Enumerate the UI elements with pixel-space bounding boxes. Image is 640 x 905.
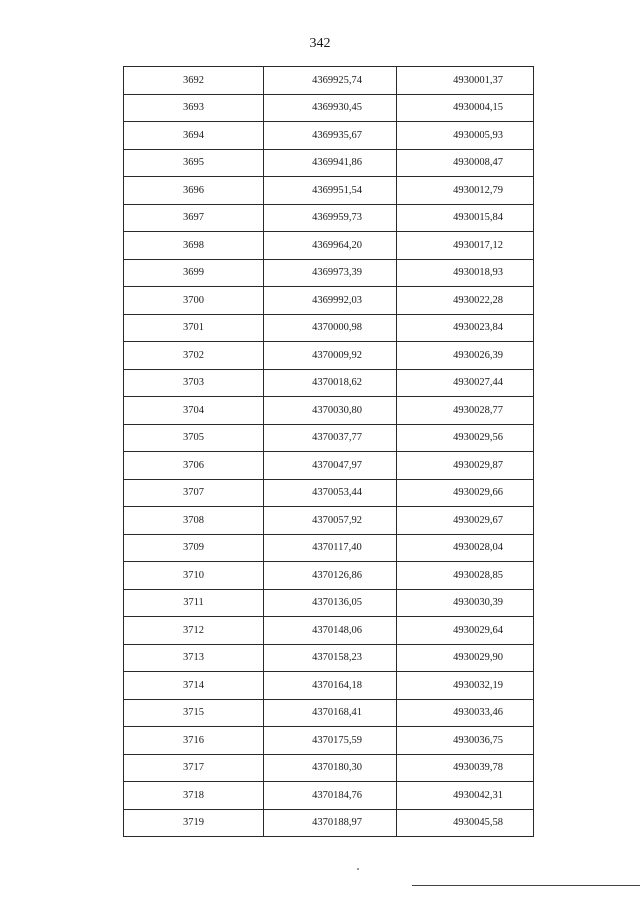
- coord-y-cell: 4370000,98: [264, 314, 397, 342]
- point-number-cell: 3710: [124, 562, 264, 590]
- coord-y-cell: 4370037,77: [264, 424, 397, 452]
- coord-y-cell: 4370168,41: [264, 699, 397, 727]
- table-row: [124, 67, 534, 95]
- table-row: [124, 782, 534, 810]
- coord-y-cell: 4369964,20: [264, 232, 397, 260]
- table-row: [124, 479, 534, 507]
- table-row: [124, 644, 534, 672]
- coord-x-cell: 4930001,37: [397, 67, 534, 95]
- coord-x-cell: 4930026,39: [397, 342, 534, 370]
- table-row: [124, 424, 534, 452]
- table-row: [124, 177, 534, 205]
- coord-y-cell: 4370136,05: [264, 589, 397, 617]
- coord-x-cell: 4930033,46: [397, 699, 534, 727]
- coord-x-cell: 4930015,84: [397, 204, 534, 232]
- point-number-cell: 3719: [124, 809, 264, 837]
- coord-x-cell: 4930042,31: [397, 782, 534, 810]
- table-row: [124, 369, 534, 397]
- table-row: [124, 809, 534, 837]
- coord-y-cell: 4370018,62: [264, 369, 397, 397]
- coord-y-cell: 4370047,97: [264, 452, 397, 480]
- table-row: [124, 204, 534, 232]
- point-number-cell: 3704: [124, 397, 264, 425]
- coord-y-cell: 4370009,92: [264, 342, 397, 370]
- coord-x-cell: 4930029,66: [397, 479, 534, 507]
- coord-x-cell: 4930029,56: [397, 424, 534, 452]
- point-number-cell: 3695: [124, 149, 264, 177]
- table-row: [124, 232, 534, 260]
- coord-x-cell: 4930023,84: [397, 314, 534, 342]
- table-row: [124, 259, 534, 287]
- table-row: [124, 754, 534, 782]
- coord-y-cell: 4370158,23: [264, 644, 397, 672]
- coord-x-cell: 4930036,75: [397, 727, 534, 755]
- coord-y-cell: 4370184,76: [264, 782, 397, 810]
- coord-y-cell: 4370164,18: [264, 672, 397, 700]
- table-row: [124, 342, 534, 370]
- point-number-cell: 3709: [124, 534, 264, 562]
- table-row: [124, 452, 534, 480]
- coord-y-cell: 4370175,59: [264, 727, 397, 755]
- coord-y-cell: 4369959,73: [264, 204, 397, 232]
- coord-x-cell: 4930029,64: [397, 617, 534, 645]
- point-number-cell: 3705: [124, 424, 264, 452]
- coord-x-cell: 4930012,79: [397, 177, 534, 205]
- coord-x-cell: 4930029,90: [397, 644, 534, 672]
- coord-y-cell: 4369951,54: [264, 177, 397, 205]
- coord-y-cell: 4370117,40: [264, 534, 397, 562]
- coord-y-cell: 4369930,45: [264, 94, 397, 122]
- coord-y-cell: 4369973,39: [264, 259, 397, 287]
- point-number-cell: 3698: [124, 232, 264, 260]
- table-row: [124, 122, 534, 150]
- point-number-cell: 3701: [124, 314, 264, 342]
- table-row: [124, 562, 534, 590]
- coord-x-cell: 4930028,04: [397, 534, 534, 562]
- table-row: [124, 617, 534, 645]
- table-row: [124, 314, 534, 342]
- coordinates-table: [123, 66, 534, 837]
- point-number-cell: 3697: [124, 204, 264, 232]
- coord-x-cell: 4930018,93: [397, 259, 534, 287]
- coord-y-cell: 4370148,06: [264, 617, 397, 645]
- coord-y-cell: 4370126,86: [264, 562, 397, 590]
- point-number-cell: 3693: [124, 94, 264, 122]
- coord-x-cell: 4930008,47: [397, 149, 534, 177]
- point-number-cell: 3702: [124, 342, 264, 370]
- coord-x-cell: 4930030,39: [397, 589, 534, 617]
- coord-x-cell: 4930032,19: [397, 672, 534, 700]
- coord-y-cell: 4370188,97: [264, 809, 397, 837]
- point-number-cell: 3692: [124, 67, 264, 95]
- page-number: 342: [309, 36, 331, 51]
- table-row: [124, 534, 534, 562]
- point-number-cell: 3703: [124, 369, 264, 397]
- point-number-cell: 3700: [124, 287, 264, 315]
- coord-x-cell: 4930028,77: [397, 397, 534, 425]
- coord-x-cell: 4930045,58: [397, 809, 534, 837]
- point-number-cell: 3712: [124, 617, 264, 645]
- scan-speck: [357, 868, 359, 870]
- table-row: [124, 397, 534, 425]
- coord-y-cell: 4370057,92: [264, 507, 397, 535]
- point-number-cell: 3715: [124, 699, 264, 727]
- point-number-cell: 3718: [124, 782, 264, 810]
- point-number-cell: 3717: [124, 754, 264, 782]
- coord-x-cell: 4930029,87: [397, 452, 534, 480]
- point-number-cell: 3708: [124, 507, 264, 535]
- coord-x-cell: 4930039,78: [397, 754, 534, 782]
- coordinates-table-body: [124, 67, 534, 837]
- table-row: [124, 507, 534, 535]
- coord-y-cell: 4369925,74: [264, 67, 397, 95]
- coord-x-cell: 4930017,12: [397, 232, 534, 260]
- table-row: [124, 94, 534, 122]
- point-number-cell: 3713: [124, 644, 264, 672]
- coord-x-cell: 4930022,28: [397, 287, 534, 315]
- point-number-cell: 3696: [124, 177, 264, 205]
- point-number-cell: 3706: [124, 452, 264, 480]
- coord-y-cell: 4369941,86: [264, 149, 397, 177]
- coord-x-cell: 4930004,15: [397, 94, 534, 122]
- footer-rule: [412, 885, 640, 886]
- coord-x-cell: 4930028,85: [397, 562, 534, 590]
- point-number-cell: 3714: [124, 672, 264, 700]
- point-number-cell: 3699: [124, 259, 264, 287]
- point-number-cell: 3711: [124, 589, 264, 617]
- table-row: [124, 699, 534, 727]
- point-number-cell: 3707: [124, 479, 264, 507]
- coord-y-cell: 4370180,30: [264, 754, 397, 782]
- table-row: [124, 589, 534, 617]
- coord-y-cell: 4369992,03: [264, 287, 397, 315]
- table-row: [124, 727, 534, 755]
- coord-y-cell: 4369935,67: [264, 122, 397, 150]
- point-number-cell: 3694: [124, 122, 264, 150]
- table-row: [124, 149, 534, 177]
- coord-x-cell: 4930005,93: [397, 122, 534, 150]
- table-row: [124, 287, 534, 315]
- coord-x-cell: 4930029,67: [397, 507, 534, 535]
- table-row: [124, 672, 534, 700]
- point-number-cell: 3716: [124, 727, 264, 755]
- coord-x-cell: 4930027,44: [397, 369, 534, 397]
- coord-y-cell: 4370030,80: [264, 397, 397, 425]
- coord-y-cell: 4370053,44: [264, 479, 397, 507]
